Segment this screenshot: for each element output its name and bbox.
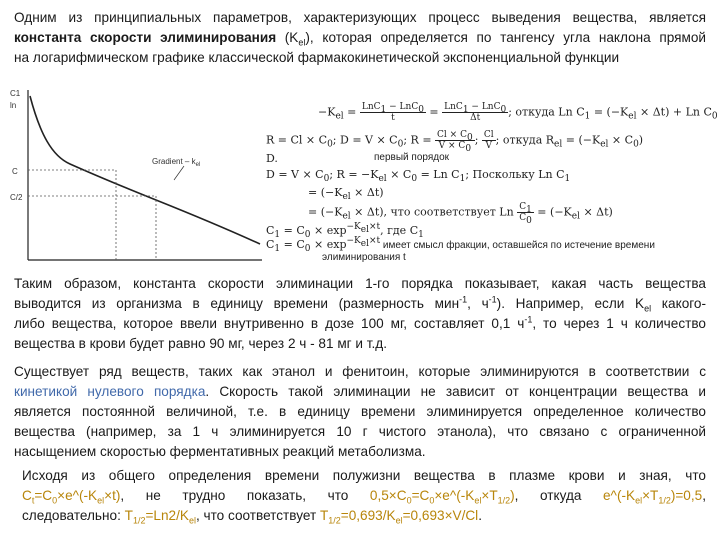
p3-line-4: вещества (например, за 1 ч элиминируется 10 г чистого этанола), что связано с ограниченной [14, 424, 706, 439]
p3-line-1: Существует ряд веществ, таких как этанол и фенитоин, которые элиминируются в соответствии с [14, 364, 706, 379]
y-label-c1: C1 [10, 89, 21, 98]
formula-5: = $(-K_{el} \times \Delta t)$ [308, 186, 384, 203]
y-label-c: C [12, 167, 18, 176]
intro-paragraph [14, 8, 706, 68]
p3-line-5: насыщением скоростью ферментативных реакций метаболизма. [14, 444, 426, 459]
intro-line-1: Одним из принципиальных параметров, характеризующих процесс выведения вещества, является [14, 10, 706, 25]
p3-line-2: кинетикой нулевого порядка. Скорость такой элиминации не зависит от концентрации вещества и [14, 384, 707, 399]
y-label-ln: ln [10, 101, 17, 110]
half-life-ln2-formula: $T_{1/2}=Ln2/K_{el}$ [124, 508, 196, 526]
formula-9: элиминирования t [322, 252, 406, 263]
exp-half-formula: $e\^{}(-K_{el}\times T_{1/2})=0,5$ [603, 488, 703, 506]
half-concentration-formula: $0,5\times C_0=C_0\times e\^{}(-K_{el}\times T_{1/2})$ [369, 488, 515, 506]
ct-formula: $C_t=C_0\times e\^{}(-K_{el}\times t)$ [22, 488, 121, 506]
p2-line-1: Таким образом, константа скорости элиминации 1-го порядка показывает, какая часть вещества [14, 276, 706, 291]
p4-line-2: $C_t=C_0\times e\^{}(-K_{el}\times t)$, не трудно показать, что $0,5\times C_0=C_0\times e\^{}(-K_{el}\times T_{1/2})$, откуда $e\^{}(-K_{el}\times T_{1/2})=0,5$, [22, 488, 706, 506]
log-concentration-graph [6, 84, 264, 266]
intro-line-2-rest: ), которая определяется по тангенсу угла наклона прямой [305, 30, 706, 45]
kel-sub: el [298, 37, 306, 48]
intro-line-3: на логарифмическом графике классической фармакокинетической экспоненциальной функции [14, 50, 620, 65]
p2-line-4: вещества в крови будет равно 90 мг, через 2 ч - 81 мг и т.д. [14, 336, 387, 351]
kel-open: (K [276, 30, 299, 45]
y-label-c2: C/2 [10, 193, 23, 202]
gradient-label: Gradient – $k_{el}$ [152, 157, 201, 168]
p3-line-3: является постоянной величиной, т.е. в единицу времени элиминируется определенное количество [14, 404, 706, 419]
formula-4: $D = V \times C_0$; $R = -K_{el} \times C_0 = Ln$ $C_1$; Поскольку Ln $C_1$ [266, 168, 571, 185]
paragraph-first-order [14, 274, 706, 354]
gradient-pointer [174, 166, 184, 180]
formula-1: $-K_{el}$ = $\frac{LnC_1 - LnC_0}{t}$ = $\frac{LnC_1 - LnC_0}{\Delta t}$ ; откуда Ln $C_1 = (-K_{el} \times \Delta t) + Ln$ $C_0$ [318, 102, 718, 123]
intro-line-2 [14, 28, 706, 48]
p2-line-2: выводится из организма в единицу времени (размерность мин$^{-1}$, $ч^{-1}$). Например, если $K_{el}$ какого- [14, 294, 707, 314]
half-life-clearance-formula: $T_{1/2}=0,693/K_{el}=0,693\times V/Cl$ [319, 508, 479, 526]
formula-2: $R = Cl \times C_0$; $D = V \times C_0$; R = $\frac{Cl \times C_0}{V \times C_0}$ ; $\frac{Cl}{V}$ ; откуда $R_{el} = (-K_{el} \times C_0)$ [266, 130, 644, 154]
formula-block [262, 94, 718, 266]
formula-6: = $(-K_{el} \times \Delta t)$, что соответствует Ln $\frac{C_1}{C_0}$ = $(-K_{el} \times \Delta t)$ [308, 202, 613, 226]
paragraph-half-life [22, 466, 706, 526]
zero-order-kinetics-link[interactable]: кинетикой нулевого порядка [14, 384, 206, 399]
kel-term: константа скорости элиминирования [14, 30, 277, 45]
p2-line-3: либо вещества, которое ввели внутривенно в дозе 100 мг, составляет 0,1 $ч^{-1}$, то через 1 ч количество [14, 314, 706, 331]
p4-line-3: следовательно: $T_{1/2}=Ln2/K_{el}$, что соответствует $T_{1/2}=0,693/K_{el}=0,693\times V/Cl$. [22, 508, 482, 526]
formula-8: $C_1 = C_0 \times \exp^{-K_{el}\times t}$ имеет смысл фракции, оставшейся по истечение времени [266, 236, 655, 255]
first-order-label: первый порядок [374, 152, 450, 163]
formula-d: D. [266, 152, 278, 165]
paragraph-zero-order [14, 362, 706, 462]
formula-7: $C_1 = C_0 \times \exp^{-K_{el}\times t}$, где $C_1$ [266, 222, 424, 241]
p4-line-1: Исходя из общего определения времени полужизни вещества в плазме крови и зная, что [22, 468, 706, 483]
